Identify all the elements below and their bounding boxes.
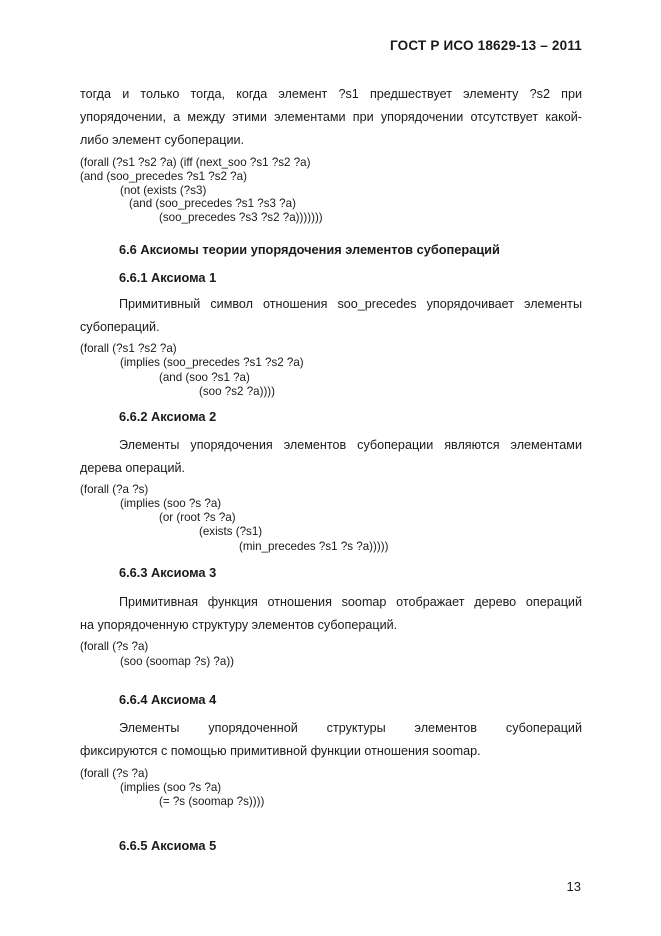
code-line: (implies (soo ?s ?a): [120, 497, 222, 510]
code-line: (forall (?s1 ?s2 ?a): [80, 342, 177, 355]
section-heading-6-6: 6.6 Аксиомы теории упорядочения элементов субопераций: [119, 242, 500, 257]
axiom-1-line-1: Примитивный символ отношения soo_precedes упорядочивает элементы: [119, 297, 582, 311]
axiom-2-line-1: Элементы упорядочения элементов субоперации являются элементами: [119, 438, 582, 452]
code-line: (and (soo_precedes ?s1 ?s2 ?a): [80, 170, 247, 183]
axiom-3-line-2: на упорядоченную структуру элементов субопераций.: [80, 618, 398, 632]
code-line: (not (exists (?s3): [120, 184, 207, 197]
code-line: (implies (soo_precedes ?s1 ?s2 ?a): [120, 356, 304, 369]
intro-line-1: тогда и только тогда, когда элемент ?s1 предшествует элементу ?s2 при: [80, 87, 582, 101]
code-line: (forall (?s1 ?s2 ?a) (iff (next_soo ?s1 ?s2 ?a): [80, 156, 311, 169]
axiom-5-heading: 6.6.5 Аксиома 5: [119, 838, 217, 853]
code-line: (soo ?s2 ?a)))): [199, 385, 276, 398]
code-line: (and (soo_precedes ?s1 ?s3 ?a): [129, 197, 296, 210]
axiom-2-line-2: дерева операций.: [80, 461, 186, 475]
intro-line-2: упорядочении, а между этими элементами при упорядочении отсутствует какой-: [80, 110, 582, 124]
code-line: (= ?s (soomap ?s)))): [159, 795, 265, 808]
document-header: ГОСТ Р ИСО 18629-13 – 2011: [389, 38, 582, 53]
axiom-1-line-2: субопераций.: [80, 320, 160, 334]
intro-line-3: либо элемент субоперации.: [80, 133, 245, 147]
code-line: (soo (soomap ?s) ?a)): [120, 655, 235, 668]
code-line: (min_precedes ?s1 ?s ?a))))): [239, 540, 389, 553]
axiom-4-line-1: Элементы упорядоченной структуры элементов субопераций: [119, 721, 582, 735]
code-line: (soo_precedes ?s3 ?s2 ?a))))))): [159, 211, 323, 224]
axiom-1-heading: 6.6.1 Аксиома 1: [119, 270, 217, 285]
axiom-4-line-2: фиксируются с помощью примитивной функции отношения soomap.: [80, 744, 481, 758]
code-line: (or (root ?s ?a): [159, 511, 236, 524]
page-number: 13: [566, 879, 581, 894]
code-line: (forall (?a ?s): [80, 483, 149, 496]
axiom-3-line-1: Примитивная функция отношения soomap отображает дерево операций: [119, 595, 582, 609]
axiom-2-heading: 6.6.2 Аксиома 2: [119, 409, 217, 424]
code-line: (and (soo ?s1 ?a): [159, 371, 250, 384]
code-line: (exists (?s1): [199, 525, 263, 538]
axiom-3-heading: 6.6.3 Аксиома 3: [119, 565, 217, 580]
code-line: (implies (soo ?s ?a): [120, 781, 222, 794]
code-line: (forall (?s ?a): [80, 640, 149, 653]
axiom-4-heading: 6.6.4 Аксиома 4: [119, 692, 217, 707]
code-line: (forall (?s ?a): [80, 767, 149, 780]
